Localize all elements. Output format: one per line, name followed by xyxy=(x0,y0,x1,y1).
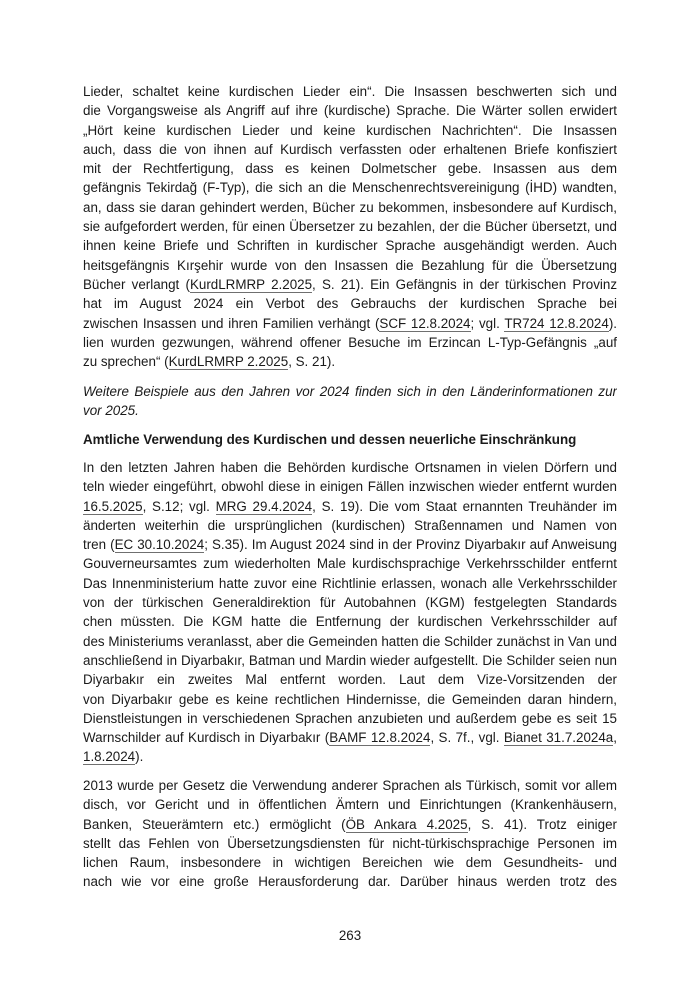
text-line xyxy=(83,178,617,197)
text-segment: an, dass sie daran gehindert werden, Bücher zu bekommen, insbesondere auf Kurdisch, xyxy=(83,199,617,215)
text-line xyxy=(83,236,617,255)
text-line xyxy=(83,747,617,766)
citation-link[interactable]: EC 30.10.2024 xyxy=(114,537,205,553)
page-number: 263 xyxy=(338,928,362,943)
text-line xyxy=(83,159,617,178)
text-segment: ; S.35). Im August 2024 sind in der Provinz Diyarbakır auf Anweisung xyxy=(204,537,617,553)
text-segment: tren ( xyxy=(83,537,115,553)
text-segment: , S. 7f., vgl. xyxy=(430,730,504,746)
text-segment: mit der Rechtfertigung, dass es keinen Dolmetscher gebe. Insassen aus dem xyxy=(83,161,617,177)
paragraph-official-use-kurdish xyxy=(83,458,617,767)
text-line xyxy=(83,217,617,236)
text-line xyxy=(83,593,617,612)
text-line xyxy=(83,535,617,554)
text-segment: „Hört keine kurdischen Lieder und keine kurdischen Nachrichten“. Die Insassen xyxy=(83,122,617,138)
text-segment: lichen Raum, insbesondere in wichtigen Bereichen wie dem Gesundheits- und xyxy=(83,855,617,871)
section-heading xyxy=(83,430,617,449)
text-line xyxy=(83,709,617,728)
citation-link[interactable]: BAMF 12.8.2024 xyxy=(329,730,431,746)
text-line xyxy=(83,352,617,371)
text-line xyxy=(83,275,617,294)
text-line xyxy=(83,140,617,159)
text-segment: zu sprechen“ ( xyxy=(83,354,169,370)
citation-link[interactable]: 16.5.2025 xyxy=(83,498,143,514)
text-line xyxy=(83,382,617,401)
text-line xyxy=(83,690,617,709)
text-line xyxy=(83,314,617,333)
text-line xyxy=(83,82,617,101)
text-segment: hat im August 2024 ein Verbot des Gebrauchs der kurdischen Sprache bei xyxy=(83,296,617,312)
text-segment: lien wurden gezwungen, während offener Besuche im Erzincan L-Typ-Gefängnis „auf xyxy=(83,334,617,350)
text-segment: disch, vor Gericht und in öffentlichen Ämtern und Einrichtungen (Krankenhäusern, xyxy=(83,797,617,813)
citation-link[interactable]: KurdLRMRP 2.2025 xyxy=(189,276,313,292)
text-segment: ). xyxy=(135,749,144,765)
text-segment: zwischen Insassen und ihren Familien verhängt ( xyxy=(83,315,380,331)
text-line xyxy=(83,121,617,140)
text-line xyxy=(83,333,617,352)
text-line xyxy=(83,497,617,516)
text-line xyxy=(83,612,617,631)
text-segment: , S. 21). Ein Gefängnis in der türkischen Provinz xyxy=(312,276,617,292)
text-line xyxy=(83,516,617,535)
text-segment: 2013 wurde per Gesetz die Verwendung anderer Sprachen als Türkisch, somit vor allem xyxy=(83,778,617,793)
text-segment: Bücher verlangt ( xyxy=(83,276,190,292)
text-line xyxy=(83,458,617,477)
text-segment: , S. 19). Die vom Staat ernannten Treuhänder im xyxy=(312,498,617,514)
text-segment: , S.12; vgl. xyxy=(142,498,216,514)
text-line xyxy=(83,294,617,313)
text-line xyxy=(83,728,617,747)
text-line xyxy=(83,795,617,814)
text-segment: Das Innenministerium hatte zuvor eine Richtlinie erlassen, wonach alle Verkehrsschilder xyxy=(83,575,617,591)
paragraph-2013-law xyxy=(83,776,617,892)
text-line xyxy=(83,834,617,853)
text-segment: , S. 41). Trotz einiger xyxy=(467,816,617,832)
citation-link[interactable]: MRG 29.4.2024 xyxy=(215,498,313,514)
text-segment: ; vgl. xyxy=(470,315,505,331)
text-segment: , S. 21). xyxy=(288,354,336,370)
text-segment: Amtliche Verwendung des Kurdischen und dessen neuerliche Einschränkung xyxy=(83,432,577,447)
text-segment: gefängnis Tekirdağ (F-Typ), die sich an die Menschenrechtsvereinigung (İHD) wandten, xyxy=(83,180,617,196)
text-segment: nach wie vor eine große Herausforderung dar. Darüber hinaus werden trotz des xyxy=(83,874,617,890)
text-segment: Banken, Steuerämtern etc.) ermöglicht ( xyxy=(83,816,346,832)
text-line xyxy=(83,853,617,872)
text-segment: ihnen keine Briefe und Schriften in kurdischer Sprache ausgehändigt werden. Auch xyxy=(83,238,617,254)
text-line xyxy=(83,815,617,834)
text-segment: sie aufgefordert werden, für einen Übersetzer zu bezahlen, der die Bücher übersetzt, und xyxy=(83,219,617,235)
paragraph-prison-language-restrictions xyxy=(83,82,617,371)
text-line xyxy=(83,872,617,891)
text-line xyxy=(83,776,617,795)
text-line xyxy=(83,632,617,651)
text-line xyxy=(83,670,617,689)
text-segment: heitsgefängnis Kırşehir wurde von den Insassen die Bezahlung für die Übersetzung xyxy=(83,257,617,273)
citation-link[interactable]: Bianet 31.7.2024a xyxy=(503,730,614,746)
text-segment: vor 2025. xyxy=(83,403,139,419)
text-segment: anschließend in Diyarbakır, Batman und Mardin wieder aufgestellt. Die Schilder seien nun xyxy=(83,652,617,668)
citation-link[interactable]: KurdLRMRP 2.2025 xyxy=(168,354,289,370)
text-segment: stellt das Fehlen von Übersetzungsdiensten für nicht-türkischsprachige Personen im xyxy=(83,835,617,851)
text-line xyxy=(83,198,617,217)
text-segment: In den letzten Jahren haben die Behörden kurdische Ortsnamen in vielen Dörfern und xyxy=(83,460,617,475)
text-segment: Lieder, schaltet keine kurdischen Lieder ein“. Die Insassen beschwerten sich und xyxy=(83,84,617,99)
text-segment: Diyarbakır ein zweites Mal entfernt worden. Laut dem Vize-Vorsitzenden der xyxy=(83,672,617,688)
text-line xyxy=(83,477,617,496)
text-line xyxy=(83,401,617,420)
citation-link[interactable]: TR724 12.8.2024 xyxy=(504,315,609,331)
text-segment: von Diyarbakır gebe es keine rechtlichen Hindernisse, die Gemeinden daran hindern, xyxy=(83,691,617,707)
text-line xyxy=(83,651,617,670)
text-segment: , xyxy=(613,730,617,746)
text-line xyxy=(83,554,617,573)
text-segment: die Vorgangsweise als Angriff auf ihre (kurdische) Sprache. Die Wärter sollen erwidert xyxy=(83,103,617,119)
text-segment: Weitere Beispiele aus den Jahren vor 2024 finden sich in den Länderinformationen zur xyxy=(83,384,617,399)
citation-link[interactable]: SCF 12.8.2024 xyxy=(379,315,471,331)
text-segment: chen müssten. Die KGM hatte die Entfernung der kurdischen Verkehrsschilder auf xyxy=(83,614,617,630)
text-line xyxy=(83,430,617,449)
text-segment: Dienstleistungen in verschiedenen Sprachen anzubieten und außerdem gebe es seit 15 xyxy=(83,710,617,726)
italic-note-earlier-examples xyxy=(83,382,617,421)
text-segment: teln wieder eingeführt, obwohl diese in einigen Fällen inzwischen wieder entfernt wurden xyxy=(83,479,617,495)
text-segment: Gouverneursamtes zum wiederholten Male kurdischsprachige Verkehrsschilder entfernt xyxy=(83,556,617,572)
text-segment: des Ministeriums veranlasst, aber die Gemeinden hatten die Schilder zunächst in Van und xyxy=(83,633,617,649)
text-segment: ). xyxy=(608,315,617,331)
text-segment: von der türkischen Generaldirektion für Autobahnen (KGM) festgelegten Standards xyxy=(83,595,617,611)
text-segment: Warnschilder auf Kurdisch in Diyarbakır ( xyxy=(83,730,330,746)
citation-link[interactable]: ÖB Ankara 4.2025 xyxy=(345,816,468,832)
text-line xyxy=(83,101,617,120)
text-segment: änderten weiterhin die ursprünglichen (kurdischen) Straßennamen und Namen von xyxy=(83,517,617,533)
text-line xyxy=(83,574,617,593)
text-line xyxy=(83,256,617,275)
text-segment: auch, dass die von ihnen auf Kurdisch verfassten oder erhaltenen Briefe konfisziert xyxy=(83,141,617,157)
citation-link[interactable]: 1.8.2024 xyxy=(83,749,136,765)
